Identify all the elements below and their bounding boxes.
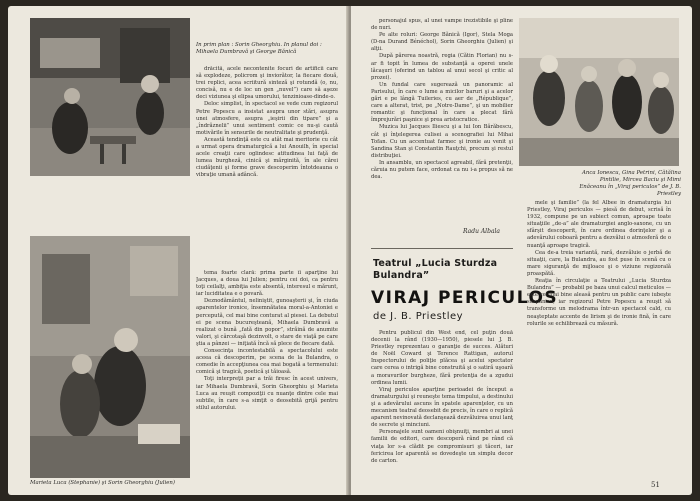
paragraph: mele şi familie” (la fel Albee în dramaturgia lui Priestley, Viraj periculos — piesă de debut, scrisă în 1932, compune pe un subiect comun, aproape toate situaţiile „de-a” ale dramaturgiei anglo-saxone, cu un sfârşit descoperit, în care ordinea dorinţelor şi a adevărului coboară pentru a dezvălui o atmosferă de o nuanţă aproape tragică. <box>527 200 671 249</box>
stage-photo-top-image <box>30 18 190 176</box>
paragraph: Muzica lui Jacques Iliescu şi a lui Ion Bărăbescu, cât şi înţelegerea culisei a scenografiei lui Mihai Tofan. Cu un accentuat farmec şi ironie au venit şi Sandina Stan şi Constantin Rauţchi, precum şi restul distribuţiei. <box>371 124 513 159</box>
top-photo-caption: In prim plan : Sorin Gheorghiu. In planul doi : Mihaela Dumbravă şi George Bănică <box>196 42 322 55</box>
paragraph: tema foarte clară: prima parte îi aparţine lui Jacques, a doua lui Julien; pentru cei doi, ca pentru toţi ceilalţi, ambiţia este absentă, interesul e mărunt, iar luciditatea e o povară. <box>196 270 338 298</box>
paragraph: drăcită, acele necontenite focuri de artificii care să explodeze, policrom şi inviorător, la fiecare două, trei replici, acea scriitură sinteză şi rotundă (o, nu, concisă, nu e de loc un gen „nuvel”) care să aşeze deci viziunea şi elipsa umorului, tenzinioase-dinde-o. <box>196 66 338 101</box>
left-page <box>8 6 349 495</box>
stage-photo-right <box>519 18 679 166</box>
page-number: 51 <box>651 481 660 489</box>
bottom-photo-caption: Marieta Luca (Stephanie) şi Sorin Gheorghiu (Julien) <box>30 480 176 486</box>
stage-photo-bottom-image <box>30 236 190 478</box>
previous-article-column <box>371 18 513 224</box>
paragraph: Reaţia în circulaţie a Teatrului „Lucia Sturdza Bulandra” — probabil pe baza unui calcul meticulos — este cel mai bine aleasă pentru un public care iubeşte suspansul, iar regizorul Petre Popescu a reuşit să transforme un melodrama într-un spectacol cald, cu neaşteptate accente de lirism şi de ironie fină, în care rolurile se echilibrează cu măsură. <box>527 278 671 327</box>
right-photo-caption: Anca Ionescu, Gina Petrini, Cătălina Pintilie, Mircea Baciu şi Mimi Enăceanu în „Viraj periculos” de J. B. Priestley <box>579 170 681 197</box>
review-column-1 <box>371 330 513 488</box>
stage-photo-right-image <box>519 18 679 166</box>
play-title: VIRAJ PERICULOS <box>371 288 559 308</box>
right-page <box>351 6 692 495</box>
paragraph: Deloc simplist, în spectacol se vede cum regizorul Petre Popescu a insistat asupra unor stări, asupra unei atmosfere, asupra „ieşirii din tipare” şi a „îndrăznelii” unui sentiment comic ce nu-şi caută motivările în sensurile de neutralitate şi prudenţă. <box>196 101 338 136</box>
stage-photo-bottom <box>30 236 190 478</box>
theatre-name-line2: Bulandra” <box>373 270 430 281</box>
left-text-column-2 <box>196 270 338 488</box>
paragraph: Cea de-a treia variantă, rară, dezvăluie o jerbă de situaţii, care, la Bulandra, au fost puse în scenă cu o mare siguranţă de mijloace şi o viziune regizorală proaspătă. <box>527 249 671 277</box>
paragraph: Această tendinţă este cu atât mai meritorie cu cât a urmat opera dramaturgică a lui Anouilh, în special acele creaţii care oglindesc atitudinea lui faţă de lumea burgheză, cinică şi mărginită, în ale cărei ciudăţenii şi forme grave descoperim întotdeauna o vibraţie umană adâncă. <box>196 136 338 179</box>
paragraph: Deznodământul, neliniştit, gunoaşterii şi, în ciuda aparentelor ironice, însemnătatea moral-a-Antoniei e percepută, cel mai bine conturat al piesei. La debutul ei pe scena bucureşteană, Mihaela Dumbravă a realizat o bună „fată din popor”, străină de anumite valori, şi cârcotaşă dezinvolt, o stare de viaţă pe care ştia a pânzei — iniţiată încă să plece de fiecare dată. <box>196 298 338 347</box>
paragraph: Consecinţa incontestabilă a spectacolului este aceea că descoperim, pe scena de la Bulandra, o comedie în accepţiunea cea mai bogată a termenului: comică şi tragică, poetică şi tăioasă. <box>196 348 338 376</box>
paragraph: personajul spus, al unei vampe irezistibile şi pline de nuri. <box>371 18 513 32</box>
left-text-column-1 <box>196 66 338 266</box>
paragraph: Viraj periculos aparţine perioadei de început a dramaturgului şi reuneşte tema timpului, a destinului şi a adevărului ascuns în spatele aparenţelor, cu un mecanism teatral deosebit de precis, în care o replică aparent nevinovată declanşează dezvăluirea unui lanţ de secrete şi minciuni. <box>371 386 513 429</box>
paragraph: Pentru publicul din West end, cel puţin două decenii la rând (1930—1950), piesele lui J. B. Priestley reprezentau o garanţie de succes. Alături de Noël Coward şi Terence Rattigan, autorul Inspectorului de poliţie plăcea şi acelui spectator care cerea o intrigă bine construită şi o satiră uşoară a moravurilor burgheze, fără pretenţia de a zgudui ordinea lumii. <box>371 330 513 386</box>
paragraph: Pe alte roluri: George Bănică (Igor), Stela Moga (D-na Durand Bénéchol), Sorin Gheorghiu (Julien) şi alţii. <box>371 32 513 53</box>
review-column-2 <box>527 200 671 476</box>
stage-photo-top <box>30 18 190 176</box>
theatre-name-line1: Teatrul „Lucia Sturdza <box>373 258 498 269</box>
article-signature: Radu Albala <box>463 228 501 235</box>
play-byline: de J. B. Priestley <box>373 311 464 322</box>
paragraph: Personajele sunt oameni obişnuiţi, membri ai unei familii de editori, care descoperă rând pe rând că viaţa lor s-a clădit pe compromisuri şi tăceri, iar fericirea lor aparentă se dovedeşte un simplu decor de carton. <box>371 429 513 464</box>
headline-rule <box>371 248 513 249</box>
paragraph: Toţi interpreţii par a trăi firesc în acest univers, iar Mihaela Dumbravă, Sorin Gheorghiu şi Marieta Luca au reuşit compoziţii cu nuanţe dintre cele mai subtile, în care s-a simţit o deosebită grijă pentru stilul autorului. <box>196 376 338 411</box>
paragraph: După părerea noastră, regia (Cătin Florian) nu s-ar fi topit în lumea de substanţă a operei unele lăcaşuri (oferind un tablou al unui secol şi critic al prozei). <box>371 53 513 81</box>
paragraph: Un fundal care sugerează un panoramic al Parisului, în care o lume a micilor baruri şi a acelor gări e pe lângă Tuileries, cu aer de „République”, care a alterat, trist, pe „Notre-Dame”, şi un mobilier romantic şi funcţional în care a plecat fără împrejurări paşnice şi prea aristocratice. <box>371 81 513 124</box>
paragraph: In ansamblu, un spectacol agreabil, fără pretenţii, căruia nu putem face, ordonat ca nu i-a propus să ne dea. <box>371 159 513 181</box>
